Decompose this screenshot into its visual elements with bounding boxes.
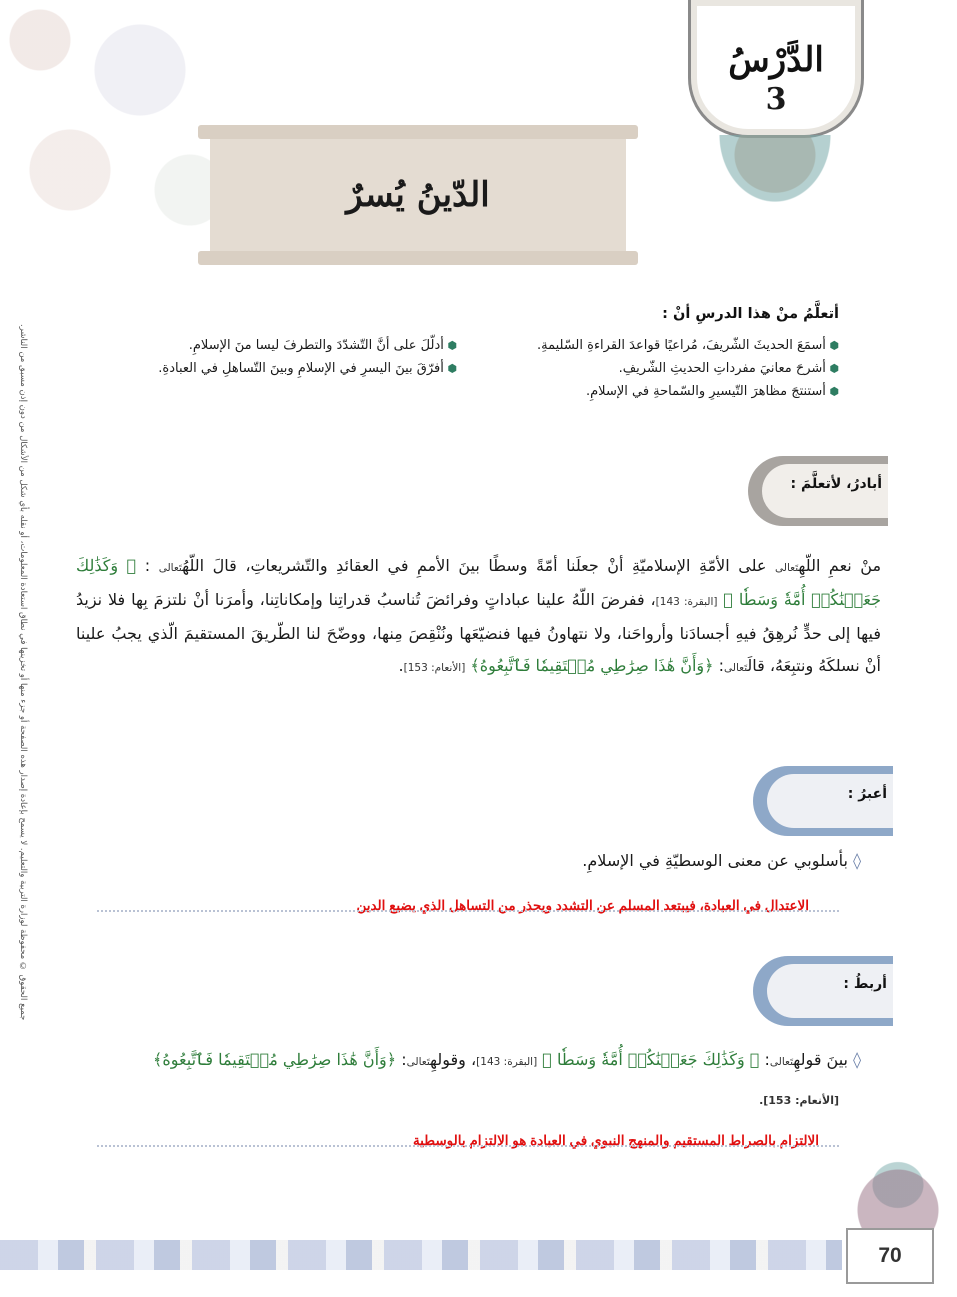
answer-line <box>97 1145 839 1147</box>
objective-item: ⬢ أشرحَ معانيَ مفرداتِ الحديثِ الشّريفِ. <box>537 357 839 380</box>
text-run: : <box>396 1050 407 1069</box>
text-run: : <box>759 1050 770 1069</box>
objective-item: ⬢ أفرّقَ بينَ اليسرِ في الإسلامِ وبينَ التّساهلِ في العبادةِ. <box>158 357 457 380</box>
express-task <box>582 851 861 870</box>
taala-mark: تَعالى <box>775 562 799 574</box>
objectives-heading: أتعلَّمُ منْ هذا الدرسِ أنْ : <box>662 306 839 322</box>
verse-reference: [الأنعام: 153] <box>763 1094 839 1107</box>
intro-paragraph <box>76 550 881 684</box>
objectives-right <box>537 334 839 403</box>
section-tab-connect <box>753 956 893 1026</box>
lesson-number: 3 <box>765 82 787 117</box>
task-text: بأسلوبي عن معنى الوسطيّةِ في الإسلامِ. <box>582 851 848 870</box>
text-run: على الأمّةِ الإسلاميّةِ أنْ جعلَنا أمّةً وسطًا بينَ الأممِ في العقائدِ والتّشريعاتِ، قالَ اللّهُ <box>182 556 775 575</box>
quran-verse: ﴿وَأَنَّ هَٰذَا صِرَٰطِي مُسۡتَقِيمٗا فَٱتَّبِعُوهُ﴾ <box>153 1050 397 1069</box>
text-run: ، وقولهِ <box>430 1050 477 1069</box>
banner-top-bar <box>198 125 638 139</box>
quran-verse: ﴿وَأَنَّ هَٰذَا صِرَٰطِي مُسۡتَقِيمٗا فَٱتَّبِعُوهُ﴾ <box>470 656 714 675</box>
taala-mark: تَعالى <box>406 1056 431 1068</box>
text-run: منْ نعمِ اللّهِ <box>798 556 882 575</box>
footer-decoration <box>0 1240 842 1270</box>
lesson-badge <box>688 0 864 138</box>
section-tab-express <box>753 766 893 836</box>
quran-verse: ﴿ وَكَذَٰلِكَ جَعَلۡنَٰكُمۡ أُمَّةٗ وَسَطٗا ﴾ <box>542 1050 760 1069</box>
title-banner <box>198 125 638 265</box>
page-title: الدّينُ يُسرٌ <box>346 175 490 215</box>
corner-ornament <box>848 1160 948 1230</box>
objective-item: ⬢ أدلّلَ على أنَّ التّشدّدَ والتطرفَ ليسا منَ الإسلامِ. <box>158 334 457 357</box>
taala-mark: تَعالى <box>724 662 748 674</box>
connect-answer: الالتزام بالصراط المستقيم والمنهج النبوي في العبادة هو الالتزام بالوسطية <box>412 1133 819 1148</box>
text-run: . <box>759 1094 764 1107</box>
text-run: بينَ قولهِ <box>793 1050 854 1069</box>
objectives-left <box>158 334 457 380</box>
answer-line <box>97 910 839 912</box>
section-tab-initiate <box>748 456 888 526</box>
tab-label: أعبرُ : <box>847 786 887 802</box>
text-run: . <box>398 656 404 675</box>
banner-bottom-bar <box>198 251 638 265</box>
diamond-icon: ◊ <box>853 1050 861 1069</box>
text-run: : <box>713 656 725 675</box>
connect-reference <box>759 1094 839 1107</box>
objective-item: ⬢ أسمَعَ الحديثَ الشّريفَ، مُراعيًا قواعدَ القراءةِ السّليمةِ. <box>537 334 839 357</box>
taala-mark: تَعالى <box>769 1056 794 1068</box>
tab-label: أربطُ : <box>843 976 887 992</box>
connect-task <box>153 1050 861 1069</box>
verse-reference: [الأنعام: 153] <box>403 662 466 674</box>
diamond-icon: ◊ <box>853 851 861 870</box>
badge-ornament <box>700 135 850 225</box>
text-run: : <box>136 556 159 575</box>
copyright-notice: جميع الحقوق © محفوظة لوزارة التربية والتعليم. لا يسمح بإعادة إصدار هذه الصفحة أو جزء منها أو تخزينها في نطاق استعادة المعلومات، أو نقله بأي شكل من الأشكال من دون إذن مسبق من الناشر. <box>18 323 28 1020</box>
page-number: 70 <box>846 1228 934 1284</box>
taala-mark: تَعالى <box>158 562 183 574</box>
text-run: ، ففرضَ اللّهُ علينا عباداتٍ وفرائضَ تُناسبُ قدراتِنا وإمكاناتِنا، وأمرَنا أنْ نلتزمَ بِها فلا نزيدُ فيها إلى حدٍّ نُرهِقُ فيهِ أجسادَنا وأرواحَنا، ولا نتهاونُ فيها فنضيّعَها ونُنْقِصَ مِنها، ووضّحَ لنا الطّريقَ المستقيمَ الّذي يجبُ علينا أنْ نسلكَهُ ونتبِعَهُ، قالَ <box>76 590 881 675</box>
express-answer: الاعتدال في العبادة، فيبتعد المسلم عن التشدد ويحذر من التساهل الذي يضيع الدين <box>356 898 809 913</box>
objective-item: ⬢ أستنتجَ مظاهرَ التّيسيرِ والسّماحةِ في الإسلامِ. <box>537 380 839 403</box>
quran-verse: ﴿ وَكَذَٰلِكَ جَعَلۡنَٰكُمۡ أُمَّةٗ وَسَطٗا ﴾ <box>76 556 881 609</box>
verse-reference: [البقرة: 143] <box>476 1056 538 1068</box>
lesson-label: الدَّرْسُ <box>728 40 824 80</box>
verse-reference: [البقرة: 143] <box>655 596 718 608</box>
tab-label: أبادرُ، لأتعلَّمَ : <box>790 476 882 492</box>
